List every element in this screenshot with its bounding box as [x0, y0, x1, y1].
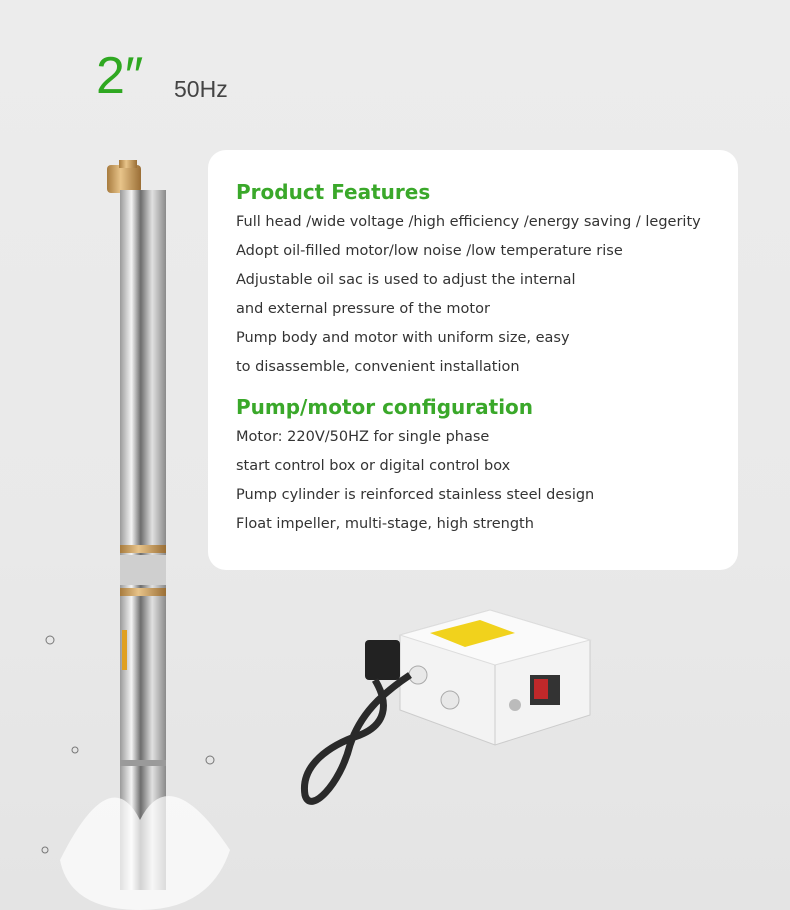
configuration-heading: Pump/motor configuration — [236, 395, 534, 419]
control-box-image — [290, 595, 600, 825]
feature-line: Adopt oil-filled motor/low noise /low temperature rise — [236, 243, 623, 259]
features-card — [208, 150, 738, 570]
features-heading: Product Features — [236, 180, 431, 204]
frequency-label: 50Hz — [174, 76, 228, 102]
configuration-line: Motor: 220V/50HZ for single phase — [236, 429, 490, 445]
feature-line: Pump body and motor with uniform size, easy — [236, 330, 570, 346]
feature-line: Full head /wide voltage /high efficiency /energy saving / legerity — [236, 214, 701, 230]
pump-size: 2″ — [96, 47, 144, 105]
feature-line: to disassemble, convenient installation — [236, 359, 520, 375]
feature-line: Adjustable oil sac is used to adjust the internal — [236, 272, 576, 288]
feature-line: and external pressure of the motor — [236, 301, 490, 317]
configuration-line: Float impeller, multi-stage, high strength — [236, 516, 534, 532]
configuration-line: start control box or digital control box — [236, 458, 511, 474]
configuration-line: Pump cylinder is reinforced stainless steel design — [236, 487, 595, 503]
